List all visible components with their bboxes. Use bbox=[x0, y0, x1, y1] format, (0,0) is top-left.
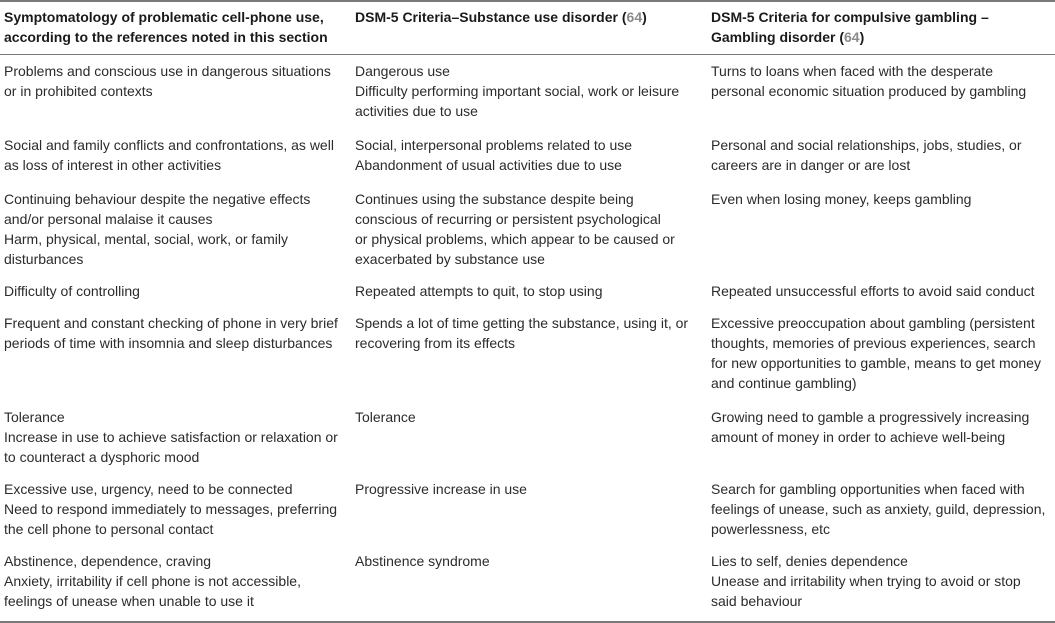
cell-line: Even when losing money, keeps gambling bbox=[711, 191, 972, 207]
cell-line: amount of money in order to achieve well-being bbox=[711, 429, 1006, 445]
table-row bbox=[0, 301, 1055, 393]
header-gambling: DSM-5 Criteria for compulsive gambling – Gambling disorder (64) bbox=[711, 9, 989, 45]
table-cell-c1 bbox=[0, 313, 351, 393]
cell-line: Repeated unsuccessful efforts to avoid said conduct bbox=[711, 283, 1035, 299]
cell-line: thoughts, memories of previous experiences, search bbox=[711, 335, 1036, 351]
header-substance-use: DSM-5 Criteria–Substance use disorder (64) bbox=[355, 9, 647, 25]
table-cell-c2 bbox=[351, 281, 707, 301]
table-cell-c3 bbox=[707, 551, 1055, 611]
table-cell-c2 bbox=[351, 407, 707, 467]
table-cell-c2 bbox=[351, 313, 707, 393]
cell-line: and/or personal malaise it causes bbox=[4, 211, 213, 227]
cell-line: disturbances bbox=[4, 251, 84, 267]
cell-line: periods of time with insomnia and sleep disturbances bbox=[4, 335, 333, 351]
cell-line: activities due to use bbox=[355, 103, 478, 119]
cell-line: Harm, physical, mental, social, work, or family bbox=[4, 231, 288, 247]
table-cell-c2 bbox=[351, 189, 707, 269]
table-cell-c1 bbox=[0, 61, 351, 121]
cell-line: Dangerous use bbox=[355, 63, 450, 79]
cell-line: or physical problems, which appear to be caused or bbox=[355, 231, 675, 247]
cell-line: Unease and irritability when trying to avoid or stop bbox=[711, 573, 1021, 589]
table-row bbox=[0, 539, 1055, 621]
cell-line: Growing need to gamble a progressively increasing bbox=[711, 409, 1030, 425]
cell-line: Abstinence, dependence, craving bbox=[4, 553, 212, 569]
table-cell-c2 bbox=[351, 61, 707, 121]
table-cell-c3 bbox=[707, 281, 1055, 301]
table-cell-c3 bbox=[707, 479, 1055, 539]
table-row bbox=[0, 269, 1055, 301]
table-cell-c1 bbox=[0, 189, 351, 269]
cell-line: Need to respond immediately to messages, preferring bbox=[4, 501, 338, 517]
table-cell-c1 bbox=[0, 407, 351, 467]
cell-line: Tolerance bbox=[355, 409, 416, 425]
cell-line: Social, interpersonal problems related to use bbox=[355, 137, 633, 153]
cell-line: Difficulty performing important social, work or leisure bbox=[355, 83, 680, 99]
cell-line: or in prohibited contexts bbox=[4, 83, 153, 99]
table-row bbox=[0, 175, 1055, 269]
cell-line: Lies to self, denies dependence bbox=[711, 553, 908, 569]
table-cell-c1 bbox=[0, 551, 351, 611]
cell-line: Repeated attempts to quit, to stop using bbox=[355, 283, 603, 299]
cell-line: to counteract a dysphoric mood bbox=[4, 449, 200, 465]
cell-line: Search for gambling opportunities when faced with bbox=[711, 481, 1025, 497]
table-cell-c3 bbox=[707, 189, 1055, 269]
cell-line: feelings of unease when unable to use it bbox=[4, 593, 254, 609]
cell-line: said behaviour bbox=[711, 593, 803, 609]
table-header-row bbox=[0, 2, 1055, 55]
table-row bbox=[0, 55, 1055, 121]
cell-line: Tolerance bbox=[4, 409, 65, 425]
table-cell-c3 bbox=[707, 313, 1055, 393]
table-cell-c2 bbox=[351, 551, 707, 611]
cell-line: as loss of interest in other activities bbox=[4, 157, 222, 173]
cell-line: Turns to loans when faced with the desperate bbox=[711, 63, 993, 79]
cell-line: the cell phone to personal contact bbox=[4, 521, 214, 537]
cell-line: Continues using the substance despite being bbox=[355, 191, 634, 207]
cell-line: Difficulty of controlling bbox=[4, 283, 140, 299]
cell-line: Social and family conflicts and confrontations, as well bbox=[4, 137, 334, 153]
cell-line: Spends a lot of time getting the substance, using it, or bbox=[355, 315, 689, 331]
table-cell-c1 bbox=[0, 479, 351, 539]
table-cell-c1 bbox=[0, 135, 351, 175]
table-row bbox=[0, 121, 1055, 175]
cell-line: conscious of recurring or persistent psychological bbox=[355, 211, 661, 227]
cell-line: Abstinence syndrome bbox=[355, 553, 490, 569]
cell-line: Abandonment of usual activities due to use bbox=[355, 157, 622, 173]
table-cell-c2 bbox=[351, 135, 707, 175]
cell-line: careers are in danger or are lost bbox=[711, 157, 911, 173]
cell-line: for new opportunities to gamble, means to get money bbox=[711, 355, 1041, 371]
cell-line: recovering from its effects bbox=[355, 335, 516, 351]
cell-line: Progressive increase in use bbox=[355, 481, 527, 497]
cell-line: Excessive use, urgency, need to be connected bbox=[4, 481, 293, 497]
table-row bbox=[0, 467, 1055, 539]
cell-line: and continue gambling) bbox=[711, 375, 857, 391]
table-cell-c3 bbox=[707, 407, 1055, 467]
cell-line: Problems and conscious use in dangerous situations bbox=[4, 63, 331, 79]
reference-link[interactable]: 64 bbox=[626, 9, 643, 25]
table-body bbox=[0, 55, 1055, 621]
cell-line: feelings of unease, such as anxiety, guild, depression, bbox=[711, 501, 1046, 517]
table-cell-c3 bbox=[707, 135, 1055, 175]
cell-line: Personal and social relationships, jobs, studies, or bbox=[711, 137, 1022, 153]
table-cell-c2 bbox=[351, 479, 707, 539]
cell-line: Increase in use to achieve satisfaction or relaxation or bbox=[4, 429, 338, 445]
cell-line: Excessive preoccupation about gambling (persistent bbox=[711, 315, 1035, 331]
cell-line: personal economic situation produced by gambling bbox=[711, 83, 1027, 99]
cell-line: powerlessness, etc bbox=[711, 521, 831, 537]
header-symptomatology: Symptomatology of problematic cell-phone use, according to the references noted in this section bbox=[4, 9, 328, 45]
reference-link[interactable]: 64 bbox=[844, 29, 860, 45]
table-row bbox=[0, 393, 1055, 467]
cell-line: Continuing behaviour despite the negative effects bbox=[4, 191, 311, 207]
table-cell-c1 bbox=[0, 281, 351, 301]
table-cell-c3 bbox=[707, 61, 1055, 121]
cell-line: Frequent and constant checking of phone in very brief bbox=[4, 315, 338, 331]
cell-line: Anxiety, irritability if cell phone is not accessible, bbox=[4, 573, 301, 589]
cell-line: exacerbated by substance use bbox=[355, 251, 545, 267]
